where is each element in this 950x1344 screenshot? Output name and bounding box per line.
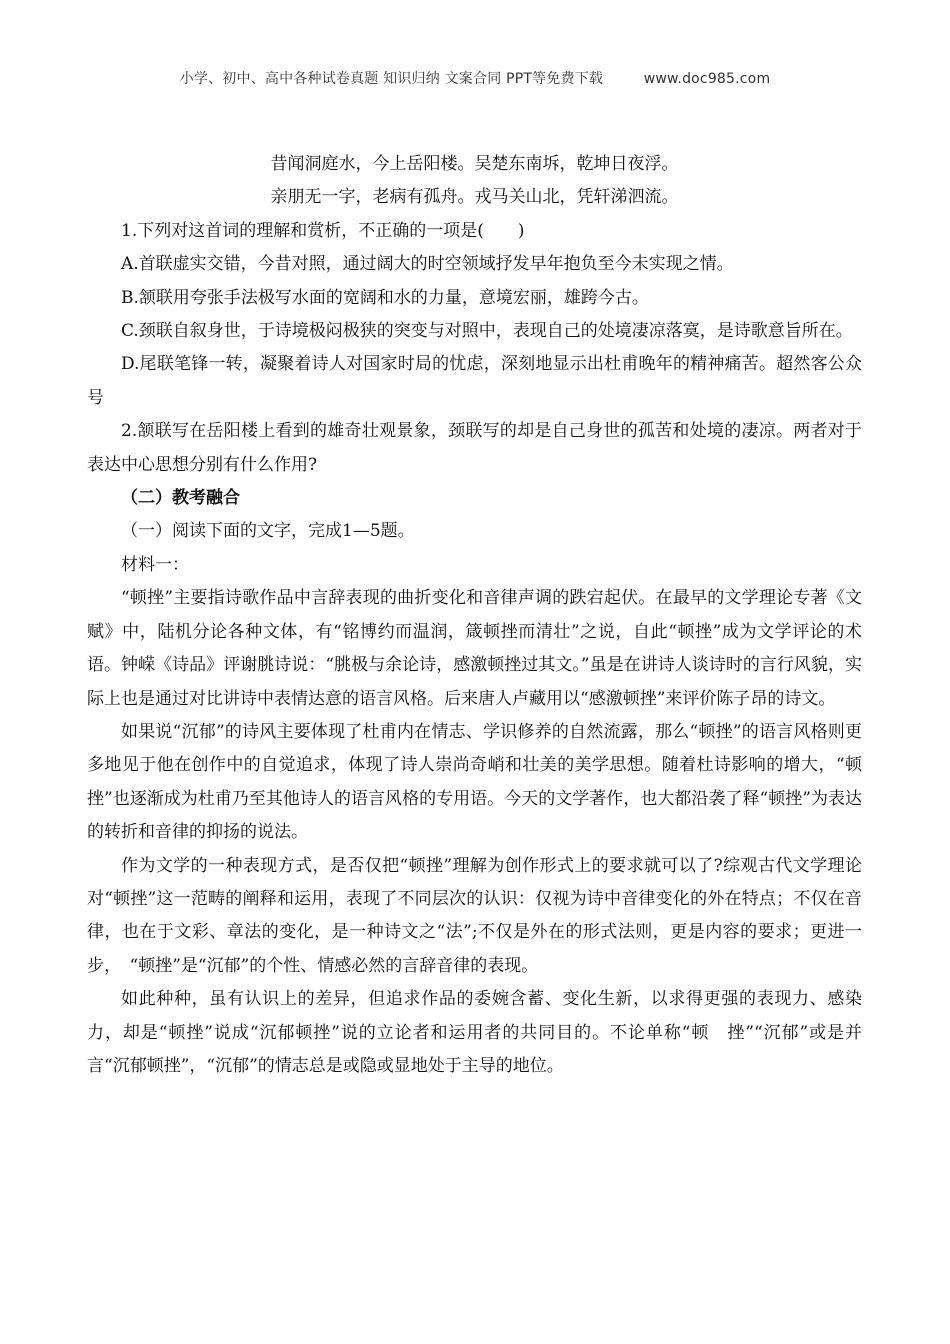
- material-paragraph-4: 如此种种，虽有认识上的差异，但追求作品的委婉含蓄、变化生新，以求得更强的表现力、感染力，却是“顿挫”说成“沉郁顿挫”说的立论者和运用者的共同目的。不论单称“顿 挫”“沉郁”或是并言“沉郁顿挫”，“沉郁”的情志总是或隐或显地处于主导的地位。: [87, 989, 862, 1076]
- poem-line-1: 昔闻洞庭水，今上岳阳楼。吴楚东南坼，乾坤日夜浮。: [270, 154, 679, 174]
- document-body: [87, 148, 862, 1083]
- question-2: 2.颔联写在岳阳楼上看到的雄奇壮观景象，颈联写的却是自己身世的孤苦和处境的凄凉。两者对于表达中心思想分别有什么作用?: [87, 421, 862, 475]
- page-header: [0, 68, 950, 88]
- section-title: （二）教考融合: [121, 488, 240, 509]
- question-1-option-d: D.尾联笔锋一转，凝聚着诗人对国家时局的忧虑，深刻地显示出杜甫晚年的精神痛苦。超然客公众号: [87, 354, 862, 408]
- question-1-option-b: B.颔联用夸张手法极写水面的宽阔和水的力量，意境宏丽，雄跨今古。: [121, 287, 649, 308]
- material-paragraph-3: 作为文学的一种表现方式，是否仅把“顿挫”理解为创作形式上的要求就可以了?综观古代文学理论对“顿挫”这一范畴的阐释和运用，表现了不同层次的认识：仅视为诗中音律变化的外在特点；不仅在音律，也在于文彩、章法的变化，是一种诗文之“法”;不仅是外在的形式法则，更是内容的要求；更进一步， “顿挫”是“沉郁”的个性、情感必然的言辞音律的表现。: [87, 855, 862, 976]
- question-1-stem: 1.下列对这首词的理解和赏析，不正确的一项是( ): [121, 220, 525, 241]
- material-paragraph-1: “顿挫”主要指诗歌作品中言辞表现的曲折变化和音律声调的跌宕起伏。在最早的文学理论专著《文赋》中，陆机分论各种文体，有“铭博约而温润，箴顿挫而清壮”之说，自此“顿挫”成为文学评论的术语。钟嵘《诗品》评谢朓诗说：“朓极与余论诗，感激顿挫过其文。”虽是在讲诗人谈诗时的言行风貌，实际上也是通过对比讲诗中表情达意的语言风格。后来唐人卢藏用以“感激顿挫”来评价陈子昂的诗文。: [87, 588, 862, 709]
- header-text: 小学、初中、高中各种试卷真题 知识归纳 文案合同 PPT等免费下载: [179, 71, 604, 87]
- header-site-link[interactable]: www.doc985.com: [643, 71, 771, 87]
- question-1-option-a: A.首联虚实交错，今昔对照，通过阔大的时空领域抒发早年抱负至今未实现之情。: [121, 254, 734, 275]
- material-label: 材料一：: [121, 554, 189, 575]
- question-1-option-c: C.颈联自叙身世，于诗境极闷极狭的突变与对照中，表现自己的处境凄凉落寞，是诗歌意旨所在。: [121, 321, 853, 342]
- material-paragraph-2: 如果说“沉郁”的诗风主要体现了杜甫内在情志、学识修养的自然流露，那么“顿挫”的语言风格则更多地见于他在创作中的自觉追求，体现了诗人崇尚奇峭和壮美的美学思想。随着杜诗影响的增大，“顿挫”也逐渐成为杜甫乃至其他诗人的语言风格的专用语。今天的文学著作，也大都沿袭了释“顿挫”为表达的转折和音律的抑扬的说法。: [87, 721, 862, 843]
- reading-instruction: （一）阅读下面的文字，完成1—5题。: [121, 521, 415, 542]
- poem-line-2: 亲朋无一字，老病有孤舟。戎马关山北，凭轩涕泗流。: [270, 187, 679, 208]
